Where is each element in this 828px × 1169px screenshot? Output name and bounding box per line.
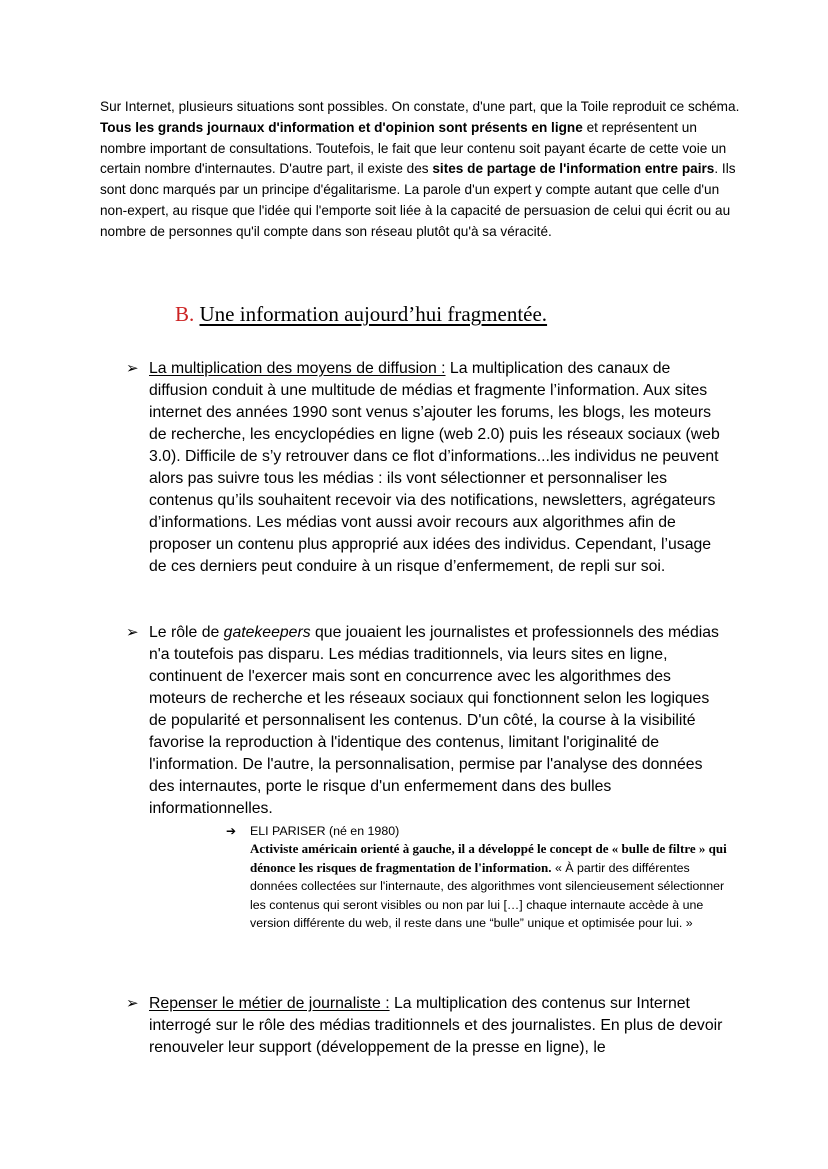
intro-text-2: et représentent un nombre important de consultations. Toutefois, le fait que leur contenu soit payant écarte de cette voie un certain nombre d'internautes. D'autre part, il existe des — [100, 119, 727, 177]
section-heading — [175, 300, 735, 328]
bullet-body: que jouaient les journalistes et professionnels des médias n'a toutefois pas disparu. Les médias traditionnels, via leurs sites en ligne, continuent de l'exercer mais sont en concurrence avec les algorithmes des moteurs de recherche et les réseaux sociaux qui fonctionnent selon les logiques de popularité et personnalisent les contenus. D'un côté, la course à la visibilité favorise la reproduction à l'identique des contenus, limitant l'originalité de l'information. De l'autre, la personnalisation, permise par l'analyse des données des internautes, porte le risque d'un enfermement dans des bulles informationnelles. — [149, 624, 719, 817]
bullet-pre: Le rôle de — [149, 624, 224, 641]
bullet-metier-journaliste — [126, 993, 726, 1059]
pariser-quote — [226, 822, 736, 933]
bullet-lead: La multiplication des moyens de diffusion : — [149, 360, 446, 377]
bullet-body: La multiplication des canaux de diffusion conduit à une multitude de médias et fragmente l’information. Aux sites internet des années 1990 sont venus s’ajouter les forums, les blogs, les moteurs de recherche, les encyclopédies en ligne (web 2.0) puis les réseaux sociaux (web 3.0). Difficile de s’y retrouver dans ce flot d’informations...les individus ne peuvent alors pas suivre tous les médias : ils vont sélectionner et personnaliser les contenus qu’ils souhaitent recevoir via des notifications, newsletters, agrégateurs d’informations. Les médias vont aussi avoir recours aux algorithmes afin de proposer un contenu plus approprié aux idées des individus. Cependant, l’usage de ces derniers peut conduire à un risque d’enfermement, de repli sur soi. — [149, 360, 720, 575]
section-title: Une information aujourd’hui fragmentée. — [199, 302, 548, 326]
bullet-italic: gatekeepers — [223, 624, 311, 641]
intro-bold-1: Tous les grands journaux d'information et d'opinion sont présents en ligne — [100, 119, 583, 135]
intro-bold-2: sites de partage de l'information entre pairs — [432, 161, 715, 177]
bullet-lead: Repenser le métier de journaliste : — [149, 995, 390, 1012]
bullet-text — [149, 622, 726, 820]
section-letter: B. — [175, 302, 195, 326]
bullet-arrow-icon: ➢ — [126, 995, 139, 1012]
intro-text-3: . Ils sont donc marqués par un principe d'égalitarisme. La parole d'un expert y compte autant que celle d'un non-expert, au risque que l'idée qui l'emporte soit liée à la capacité de persuasion de celui qui écrit ou au nombre de personnes qu'il compte dans son réseau plutôt qu'à sa véracité. — [100, 161, 736, 239]
quote-bold: Activiste américain orienté à gauche, il a développé le concept de « bulle de filtre » qui dénonce les risques de fragmentation de l'information. — [250, 841, 727, 875]
bullet-body: La multiplication des contenus sur Internet interrogé sur le rôle des médias traditionnels et des journalistes. En plus de devoir renouveler leur support (développement de la presse en ligne), le — [149, 995, 723, 1056]
quote-text: « À partir des différentes données collectées sur l'internaute, des algorithmes vont silencieusement sélectionner les contenus qui seront visibles ou non par lui […] chaque internaute accède à une version différente du web, il reste dans une “bulle” unique et optimisée pour lui. » — [250, 860, 725, 931]
bullet-arrow-icon: ➢ — [126, 624, 139, 641]
quote-arrow-icon: ➔ — [226, 824, 237, 838]
bullet-text — [149, 993, 726, 1059]
intro-text-1: Sur Internet, plusieurs situations sont possibles. On constate, d'une part, que la Toile reproduit ce schéma. — [100, 99, 740, 114]
bullet-multiplication — [126, 358, 726, 578]
bullet-gatekeepers — [126, 622, 726, 820]
quote-author: ELI PARISER (né en 1980) — [250, 824, 400, 838]
bullet-arrow-icon: ➢ — [126, 360, 139, 377]
quote-body — [250, 840, 736, 933]
intro-paragraph — [100, 97, 740, 243]
bullet-text — [149, 358, 726, 578]
